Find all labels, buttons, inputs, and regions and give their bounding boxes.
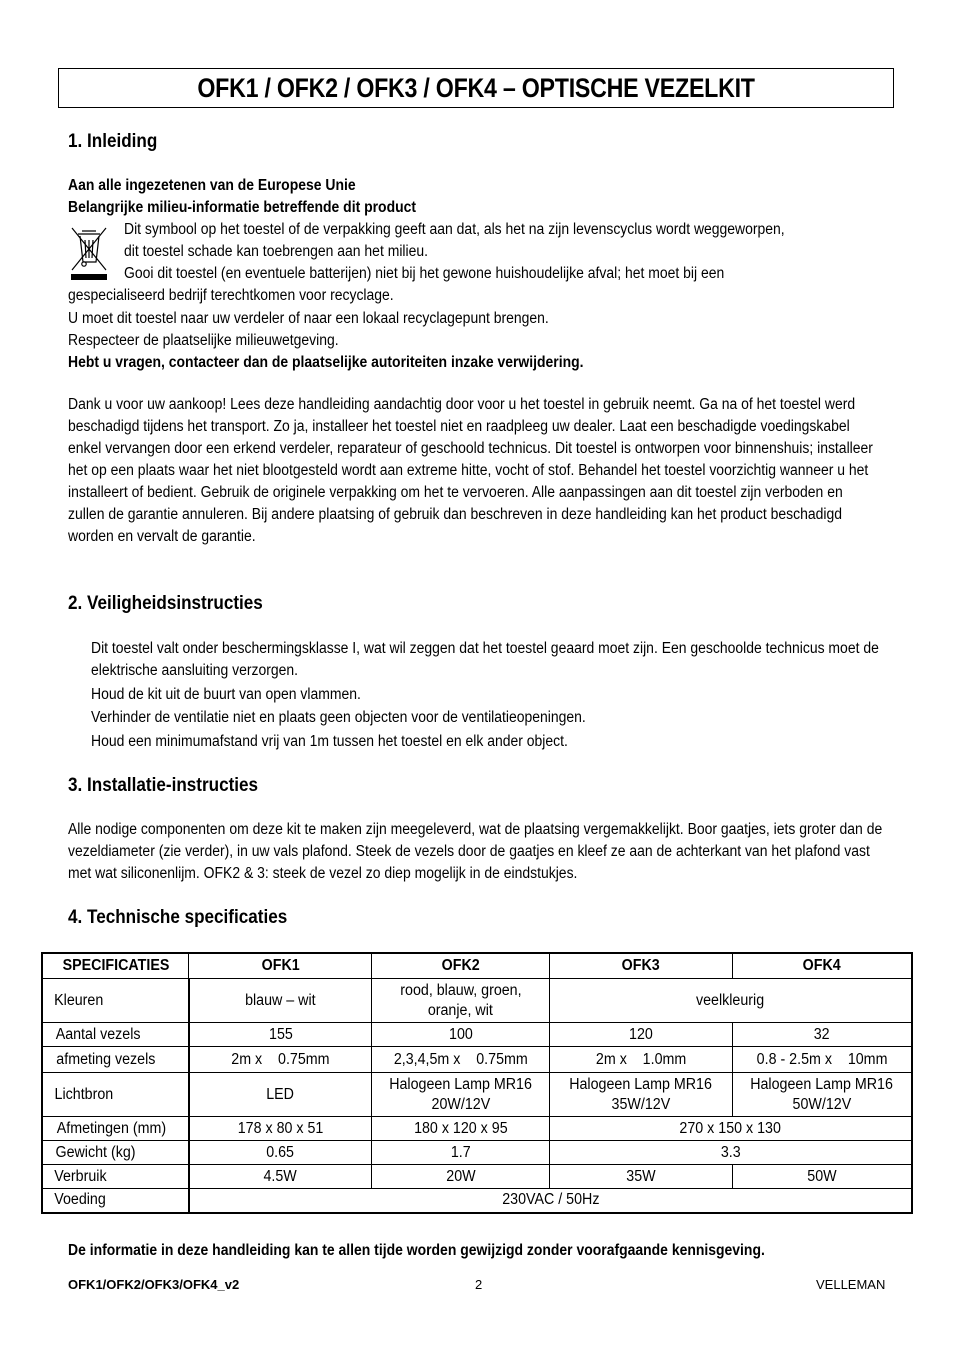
footer-brand: VELLEMAN xyxy=(816,1277,886,1292)
section-heading-veiligheid: 2. Veiligheidsinstructies xyxy=(68,593,263,614)
row-label: Aantal vezels xyxy=(42,1023,189,1047)
env-text-1b: dit toestel schade kan toebrengen aan het milieu. xyxy=(124,243,429,260)
table-cell: 120 xyxy=(550,1023,733,1047)
safety-item-1-text: Dit toestel valt onder beschermingsklasse I, wat wil zeggen dat het toestel geaard moet zijn. Een geschoolde technicus moet de elektrische aansluiting verzorgen. xyxy=(91,640,879,679)
row-label: Voeding xyxy=(42,1189,189,1213)
table-header-row xyxy=(42,953,912,979)
table-cell: 0.8 - 2.5m x 10mm xyxy=(732,1047,912,1073)
header-ofk1: OFK1 xyxy=(189,953,372,979)
safety-item-4: Houd een minimumafstand vrij van 1m tussen het toestel en elk ander object. xyxy=(91,733,568,750)
table-cell: 2m x 1.0mm xyxy=(550,1047,733,1073)
table-cell: 32 xyxy=(732,1023,912,1047)
intro-paragraph xyxy=(68,394,883,548)
table-cell: 4.5W xyxy=(189,1165,372,1189)
footer-page-number: 2 xyxy=(475,1277,483,1292)
env-text-3: U moet dit toestel naar uw verdeler of naar een lokaal recyclagepunt brengen. xyxy=(68,310,549,327)
env-text-5: Hebt u vragen, contacteer dan de plaatselijke autoriteiten inzake verwijdering. xyxy=(68,354,584,371)
safety-item-1 xyxy=(91,638,883,682)
eu-line-2: Belangrijke milieu-informatie betreffende dit product xyxy=(68,199,417,216)
table-cell: Halogeen Lamp MR16 35W/12V xyxy=(550,1073,733,1117)
table-cell: rood, blauw, groen, oranje, wit xyxy=(372,979,550,1023)
crossed-out-wheelie-bin-icon xyxy=(68,224,110,284)
change-notice: De informatie in deze handleiding kan te allen tijde worden gewijzigd zonder voorafgaande kennisgeving. xyxy=(68,1242,765,1259)
row-label: Gewicht (kg) xyxy=(42,1141,189,1165)
table-cell: veelkleurig xyxy=(550,979,913,1023)
installation-text: Alle nodige componenten om deze kit te maken zijn meegeleverd, wat de plaatsing vergemakkelijkt. Boor gaatjes, iets groter dan de vezeldiameter (zie verder), in uw vals plafond. Steek de vezels door de gaatjes en kleef ze aan de achterkant van het plafond vast met wat siliconenlijm. OFK2 & 3: steek de vezel zo diep mogelijk in de eindstukjes. xyxy=(68,821,883,882)
header-specificaties: SPECIFICATIES xyxy=(42,953,189,979)
table-cell: 100 xyxy=(372,1023,550,1047)
spec-table xyxy=(41,952,913,1214)
table-row-afmetingen xyxy=(42,1117,912,1141)
env-text-4: Respecteer de plaatselijke milieuwetgeving. xyxy=(68,332,339,349)
table-row-voeding xyxy=(42,1189,912,1213)
table-row-gewicht xyxy=(42,1141,912,1165)
table-cell: 230VAC / 50Hz xyxy=(189,1189,912,1213)
section-heading-inleiding: 1. Inleiding xyxy=(68,131,158,152)
table-cell: 0.65 xyxy=(189,1141,372,1165)
env-text-2a: Gooi dit toestel (en eventuele batterijen) niet bij het gewone huishoudelijke afval; het moet bij een xyxy=(124,265,725,282)
title-box xyxy=(58,68,894,108)
footer-model: OFK1/OFK2/OFK3/OFK4_v2 xyxy=(68,1277,240,1292)
section-heading-specificaties: 4. Technische specificaties xyxy=(68,907,288,928)
row-label: Kleuren xyxy=(42,979,189,1023)
safety-item-2: Houd de kit uit de buurt van open vlammen. xyxy=(91,686,361,703)
page-title: OFK1 / OFK2 / OFK3 / OFK4 – OPTISCHE VEZELKIT xyxy=(197,73,755,103)
table-cell: 1.7 xyxy=(372,1141,550,1165)
env-text-1a: Dit symbool op het toestel of de verpakking geeft aan dat, als het na zijn levenscyclus wordt weggeworpen, xyxy=(124,221,785,238)
table-cell: 270 x 150 x 130 xyxy=(550,1117,913,1141)
table-cell: 2,3,4,5m x 0.75mm xyxy=(372,1047,550,1073)
table-cell: 155 xyxy=(189,1023,372,1047)
table-row-afmeting xyxy=(42,1047,912,1073)
table-cell: 35W xyxy=(550,1165,733,1189)
table-row-verbruik xyxy=(42,1165,912,1189)
table-cell: 2m x 0.75mm xyxy=(189,1047,372,1073)
table-cell: 3.3 xyxy=(550,1141,913,1165)
table-cell: LED xyxy=(189,1073,372,1117)
safety-item-3: Verhinder de ventilatie niet en plaats geen objecten voor de ventilatieopeningen. xyxy=(91,709,586,726)
header-ofk2: OFK2 xyxy=(372,953,550,979)
table-row-aantal xyxy=(42,1023,912,1047)
table-cell: Halogeen Lamp MR16 50W/12V xyxy=(732,1073,912,1117)
table-cell: Halogeen Lamp MR16 20W/12V xyxy=(372,1073,550,1117)
env-text-2b: gespecialiseerd bedrijf terechtkomen voor recyclage. xyxy=(68,287,394,304)
table-cell: 178 x 80 x 51 xyxy=(189,1117,372,1141)
intro-text: Dank u voor uw aankoop! Lees deze handleiding aandachtig door voor u het toestel in gebruik neemt. Ga na of het toestel werd beschadigd tijdens het transport. Zo ja, installeer het toestel niet en raadpleeg uw dealer. Laat een beschadigde voedingskabel enkel vervangen door een erkend verdeler, reparateur of geschoold technicus. Dit toestel is ontworpen voor binnenshuis; installeer het op een plaats waar het niet blootgesteld wordt aan extreme hitte, vocht of stof. Behandel het toestel voorzichtig wanneer u het installeert of bedient. Gebruik de originele verpakking om het te vervoeren. Alle aanpassingen aan dit toestel zijn verboden en zullen de garantie annuleren. Bij andere plaatsing of gebruik dan beschreven in deze handleiding kan het product beschadigd worden en vervalt de garantie. xyxy=(68,396,873,545)
table-row-kleuren xyxy=(42,979,912,1023)
row-label: Afmetingen (mm) xyxy=(42,1117,189,1141)
table-cell: 50W xyxy=(732,1165,912,1189)
table-cell: 180 x 120 x 95 xyxy=(372,1117,550,1141)
header-ofk3: OFK3 xyxy=(550,953,733,979)
section-heading-installatie: 3. Installatie-instructies xyxy=(68,775,259,796)
table-cell: 20W xyxy=(372,1165,550,1189)
row-label: Verbruik xyxy=(42,1165,189,1189)
table-cell: blauw – wit xyxy=(189,979,372,1023)
row-label: Lichtbron xyxy=(42,1073,189,1117)
installation-paragraph xyxy=(68,819,883,885)
row-label: afmeting vezels xyxy=(42,1047,189,1073)
eu-line-1: Aan alle ingezetenen van de Europese Unie xyxy=(68,177,356,194)
header-ofk4: OFK4 xyxy=(732,953,912,979)
table-row-lichtbron xyxy=(42,1073,912,1117)
